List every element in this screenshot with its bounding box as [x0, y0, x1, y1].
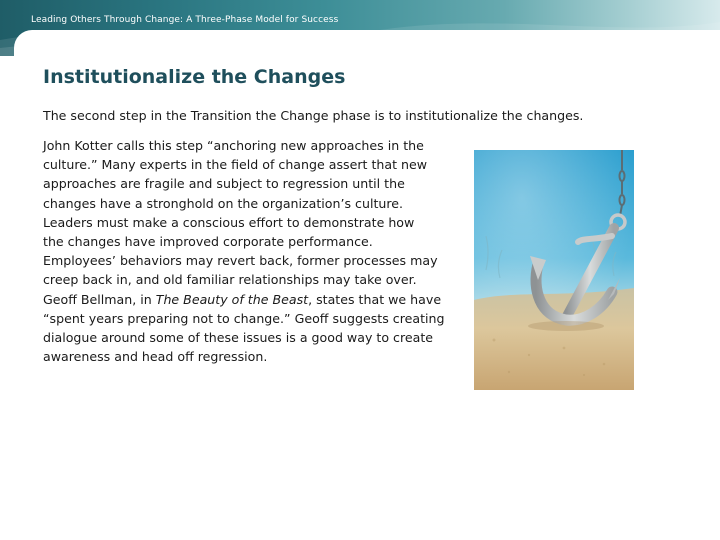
book-title: The Beauty of the Beast [155, 291, 309, 307]
body-line: culture.” Many experts in the field of change assert that new [43, 157, 428, 173]
anchor-illustration [474, 150, 634, 390]
body-line: the changes have improved corporate performance. [43, 234, 373, 250]
body-line: creep back in, and old familiar relationships may take over. [43, 272, 417, 288]
body-line: approaches are fragile and subject to regression until the [43, 176, 405, 192]
body-line: Employees’ behaviors may revert back, former processes may [43, 253, 438, 269]
body-line: dialogue around some of these issues is a good way to create [43, 330, 434, 346]
body-line-part: , states that we have [308, 291, 442, 307]
body-line: changes have a stronghold on the organization’s culture. [43, 195, 404, 211]
slide-title: Institutionalize the Changes [43, 66, 346, 88]
body-line-part: Geoff Bellman, in [43, 291, 156, 307]
intro-paragraph: The second step in the Transition the Change phase is to institutionalize the changes. [43, 108, 584, 123]
running-header: Leading Others Through Change: A Three-Phase Model for Success [31, 15, 339, 25]
body-line: Leaders must make a conscious effort to demonstrate how [43, 214, 415, 230]
body-line: “spent years preparing not to change.” Geoff suggests creating [43, 310, 445, 326]
anchor-photo [474, 150, 634, 390]
body-line: John Kotter calls this step “anchoring new approaches in the [43, 138, 424, 153]
body-line: awareness and head off regression. [43, 349, 268, 365]
body-paragraph [43, 136, 461, 366]
body-line-with-citation [43, 290, 461, 309]
